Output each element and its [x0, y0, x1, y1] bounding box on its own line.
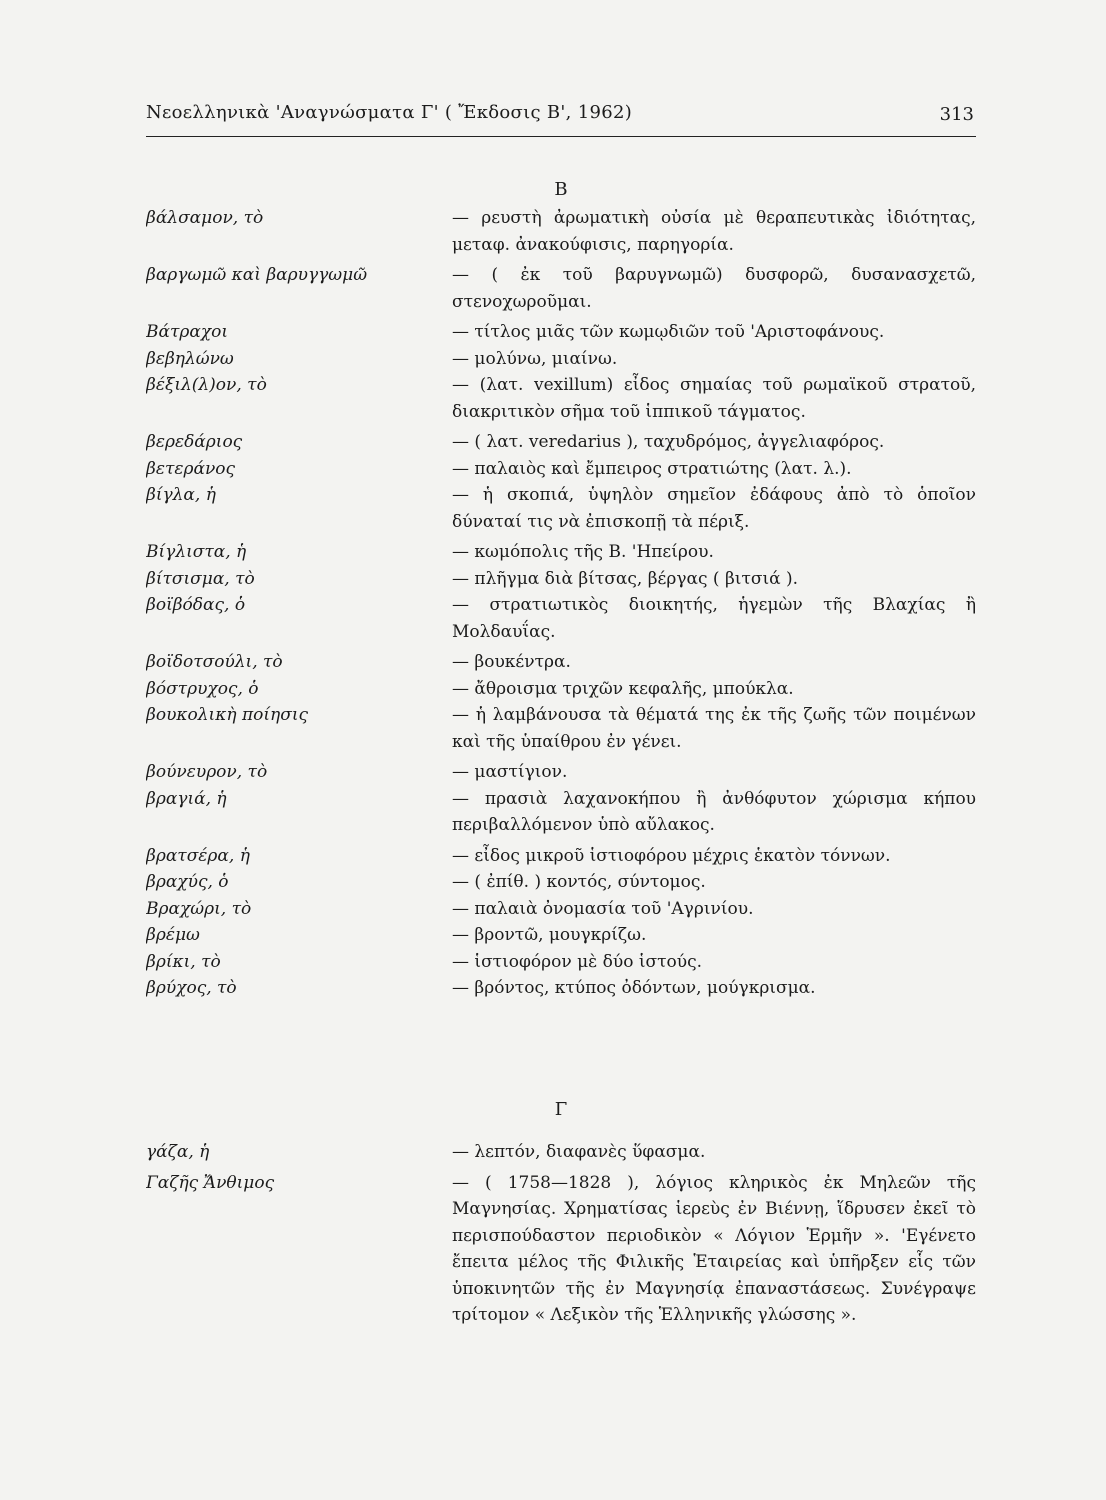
entry-definition: — εἶδος μικροῦ ἱστιοφόρου μέχρις ἑκατὸν τόννων.	[452, 843, 976, 870]
glossary-entry	[146, 482, 976, 535]
entry-definition: — ἱστιοφόρον μὲ δύο ἱστούς.	[452, 949, 976, 976]
entry-term: βόστρυχος, ὁ	[146, 678, 259, 699]
glossary-entry	[146, 539, 976, 566]
entry-definition: — βουκέντρα.	[452, 649, 976, 676]
entry-definition: — μαστίγιον.	[452, 759, 976, 786]
glossary-entry	[146, 949, 976, 976]
entry-term: βάλσαμον, τὸ	[146, 208, 264, 228]
glossary-entry	[146, 975, 976, 1002]
glossary-entry	[146, 456, 976, 483]
glossary-entry	[146, 702, 976, 755]
entry-definition: — κωμόπολις τῆς Β. 'Ηπείρου.	[452, 539, 976, 566]
entry-definition: — βροντῶ, μουγκρίζω.	[452, 922, 976, 949]
entry-definition: — παλαιὰ ὀνομασία τοῦ 'Αγρινίου.	[452, 896, 976, 923]
glossary-entry	[146, 262, 976, 315]
glossary-entry	[146, 759, 976, 786]
entry-definition: — βρόντος, κτύπος ὀδόντων, μούγκρισμα.	[452, 975, 976, 1002]
entry-term: βοϊβόδας, ὁ	[146, 595, 246, 615]
entry-term: Βίγλιστα, ἡ	[146, 542, 247, 562]
running-header	[146, 100, 976, 137]
glossary-entry	[146, 372, 976, 425]
glossary-entry	[146, 1139, 976, 1166]
entry-term: βετεράνος	[146, 458, 236, 479]
entry-term: βρύχος, τὸ	[146, 978, 237, 998]
entry-definition: — ( 1758—1828 ), λόγιος κληρικὸς ἐκ Μηλεῶν τῆς Μαγνησίας. Χρηματίσας ἱερεὺς ἐν Βιέννῃ, ἵδρυσεν ἐκεῖ τὸ περισπούδαστον περιοδικὸν « Λόγιον Ἑρμῆν ». 'Εγένετο ἔπειτα μέλος τῆς Φιλικῆς Ἑταιρείας καὶ ὑπῆρξεν εἷς τῶν ὑποκινητῶν τῆς ἐν Μαγνησίᾳ ἐπαναστάσεως. Συνέγραψε τρίτομον « Λεξικὸν τῆς Ἑλληνικῆς γλώσσης ».	[452, 1170, 976, 1329]
section-letter: Β	[554, 179, 568, 200]
page-number: 313	[939, 104, 974, 125]
glossary-entry	[146, 1170, 976, 1329]
header-title: Νεοελληνικὰ 'Αναγνώσματα Γ' ( Ἔκδοσις Β', 1962)	[146, 102, 633, 123]
entry-term: βραγιά, ἡ	[146, 788, 227, 809]
glossary-entry	[146, 922, 976, 949]
glossary-entry	[146, 319, 976, 346]
entry-term: βίτσισμα, τὸ	[146, 568, 255, 589]
entry-term: βεβηλώνω	[146, 348, 234, 369]
section-gamma	[146, 1095, 976, 1329]
entry-term: βέξιλ(λ)ον, τὸ	[146, 375, 267, 395]
glossary-entry	[146, 346, 976, 373]
entry-term: βρέμω	[146, 925, 200, 945]
entry-definition: — πρασιὰ λαχανοκήπου ἢ ἀνθόφυτον χώρισμα κήπου περιβαλλόμενον ὑπὸ αὔλακος.	[452, 786, 976, 839]
glossary-entry	[146, 649, 976, 676]
glossary-entry	[146, 429, 976, 456]
entry-definition: — ἡ σκοπιά, ὑψηλὸν σημεῖον ἐδάφους ἀπὸ τὸ ὁποῖον δύναταί τις νὰ ἐπισκοπῇ τὰ πέριξ.	[452, 482, 976, 535]
entry-definition: — πλῆγμα διὰ βίτσας, βέργας ( βιτσιά ).	[452, 566, 976, 593]
entry-term: βαργωμῶ καὶ βαρυγγωμῶ	[146, 265, 368, 285]
glossary-entry	[146, 786, 976, 839]
glossary-entry	[146, 896, 976, 923]
entry-definition: — στρατιωτικὸς διοικητής, ἡγεμὼν τῆς Βλαχίας ἢ Μολδαυΐας.	[452, 592, 976, 645]
entry-definition: — (λατ. vexillum) εἶδος σημαίας τοῦ ρωμαϊκοῦ στρατοῦ, διακριτικὸν σῆμα τοῦ ἱππικοῦ τάγματος.	[452, 372, 976, 425]
entry-definition: — λεπτόν, διαφανὲς ὕφασμα.	[452, 1139, 976, 1166]
entry-definition: — ( ἐπίθ. ) κοντός, σύντομος.	[452, 869, 976, 896]
glossary-entry	[146, 205, 976, 258]
entry-term: βρατσέρα, ἡ	[146, 845, 250, 866]
entry-term: βούνευρον, τὸ	[146, 762, 268, 782]
entry-term: βίγλα, ἡ	[146, 485, 216, 505]
entry-term: βραχύς, ὁ	[146, 872, 229, 892]
glossary-entry	[146, 566, 976, 593]
entry-definition: — ἡ λαμβάνουσα τὰ θέματά της ἐκ τῆς ζωῆς τῶν ποιμένων καὶ τῆς ὑπαίθρου ἐν γένει.	[452, 702, 976, 755]
entry-term: βοϊδοτσούλι, τὸ	[146, 652, 283, 672]
entry-definition: — ( ἐκ τοῦ βαρυγνωμῶ) δυσφορῶ, δυσανασχετῶ, στενοχωροῦμαι.	[452, 262, 976, 315]
entry-definition: — ρευστὴ ἀρωματικὴ οὐσία μὲ θεραπευτικὰς ἰδιότητας, μεταφ. ἀνακούφισις, παρηγορία.	[452, 205, 976, 258]
entry-definition: — ( λατ. veredarius ), ταχυδρόμος, ἀγγελιαφόρος.	[452, 429, 976, 456]
entry-definition: — ἄθροισμα τριχῶν κεφαλῆς, μπούκλα.	[452, 676, 976, 703]
section-letter: Γ	[554, 1099, 568, 1120]
entry-definition: — τίτλος μιᾶς τῶν κωμῳδιῶν τοῦ 'Αριστοφάνους.	[452, 319, 976, 346]
glossary-entry	[146, 869, 976, 896]
glossary-entry	[146, 676, 976, 703]
entry-term: βουκολικὴ ποίησις	[146, 705, 309, 725]
entry-term: Γαζῆς Ἄνθιμος	[146, 1172, 275, 1193]
entry-term: βερεδάριος	[146, 432, 243, 452]
entry-definition: — μολύνω, μιαίνω.	[452, 346, 976, 373]
entry-term: Βάτραχοι	[146, 322, 229, 342]
entry-term: Βραχώρι, τὸ	[146, 898, 252, 919]
entry-term: βρίκι, τὸ	[146, 951, 221, 972]
section-beta	[146, 175, 976, 1002]
glossary-entry	[146, 592, 976, 645]
glossary-entry	[146, 843, 976, 870]
entry-definition: — παλαιὸς καὶ ἔμπειρος στρατιώτης (λατ. λ.).	[452, 456, 976, 483]
entry-term: γάζα, ἡ	[146, 1142, 210, 1162]
